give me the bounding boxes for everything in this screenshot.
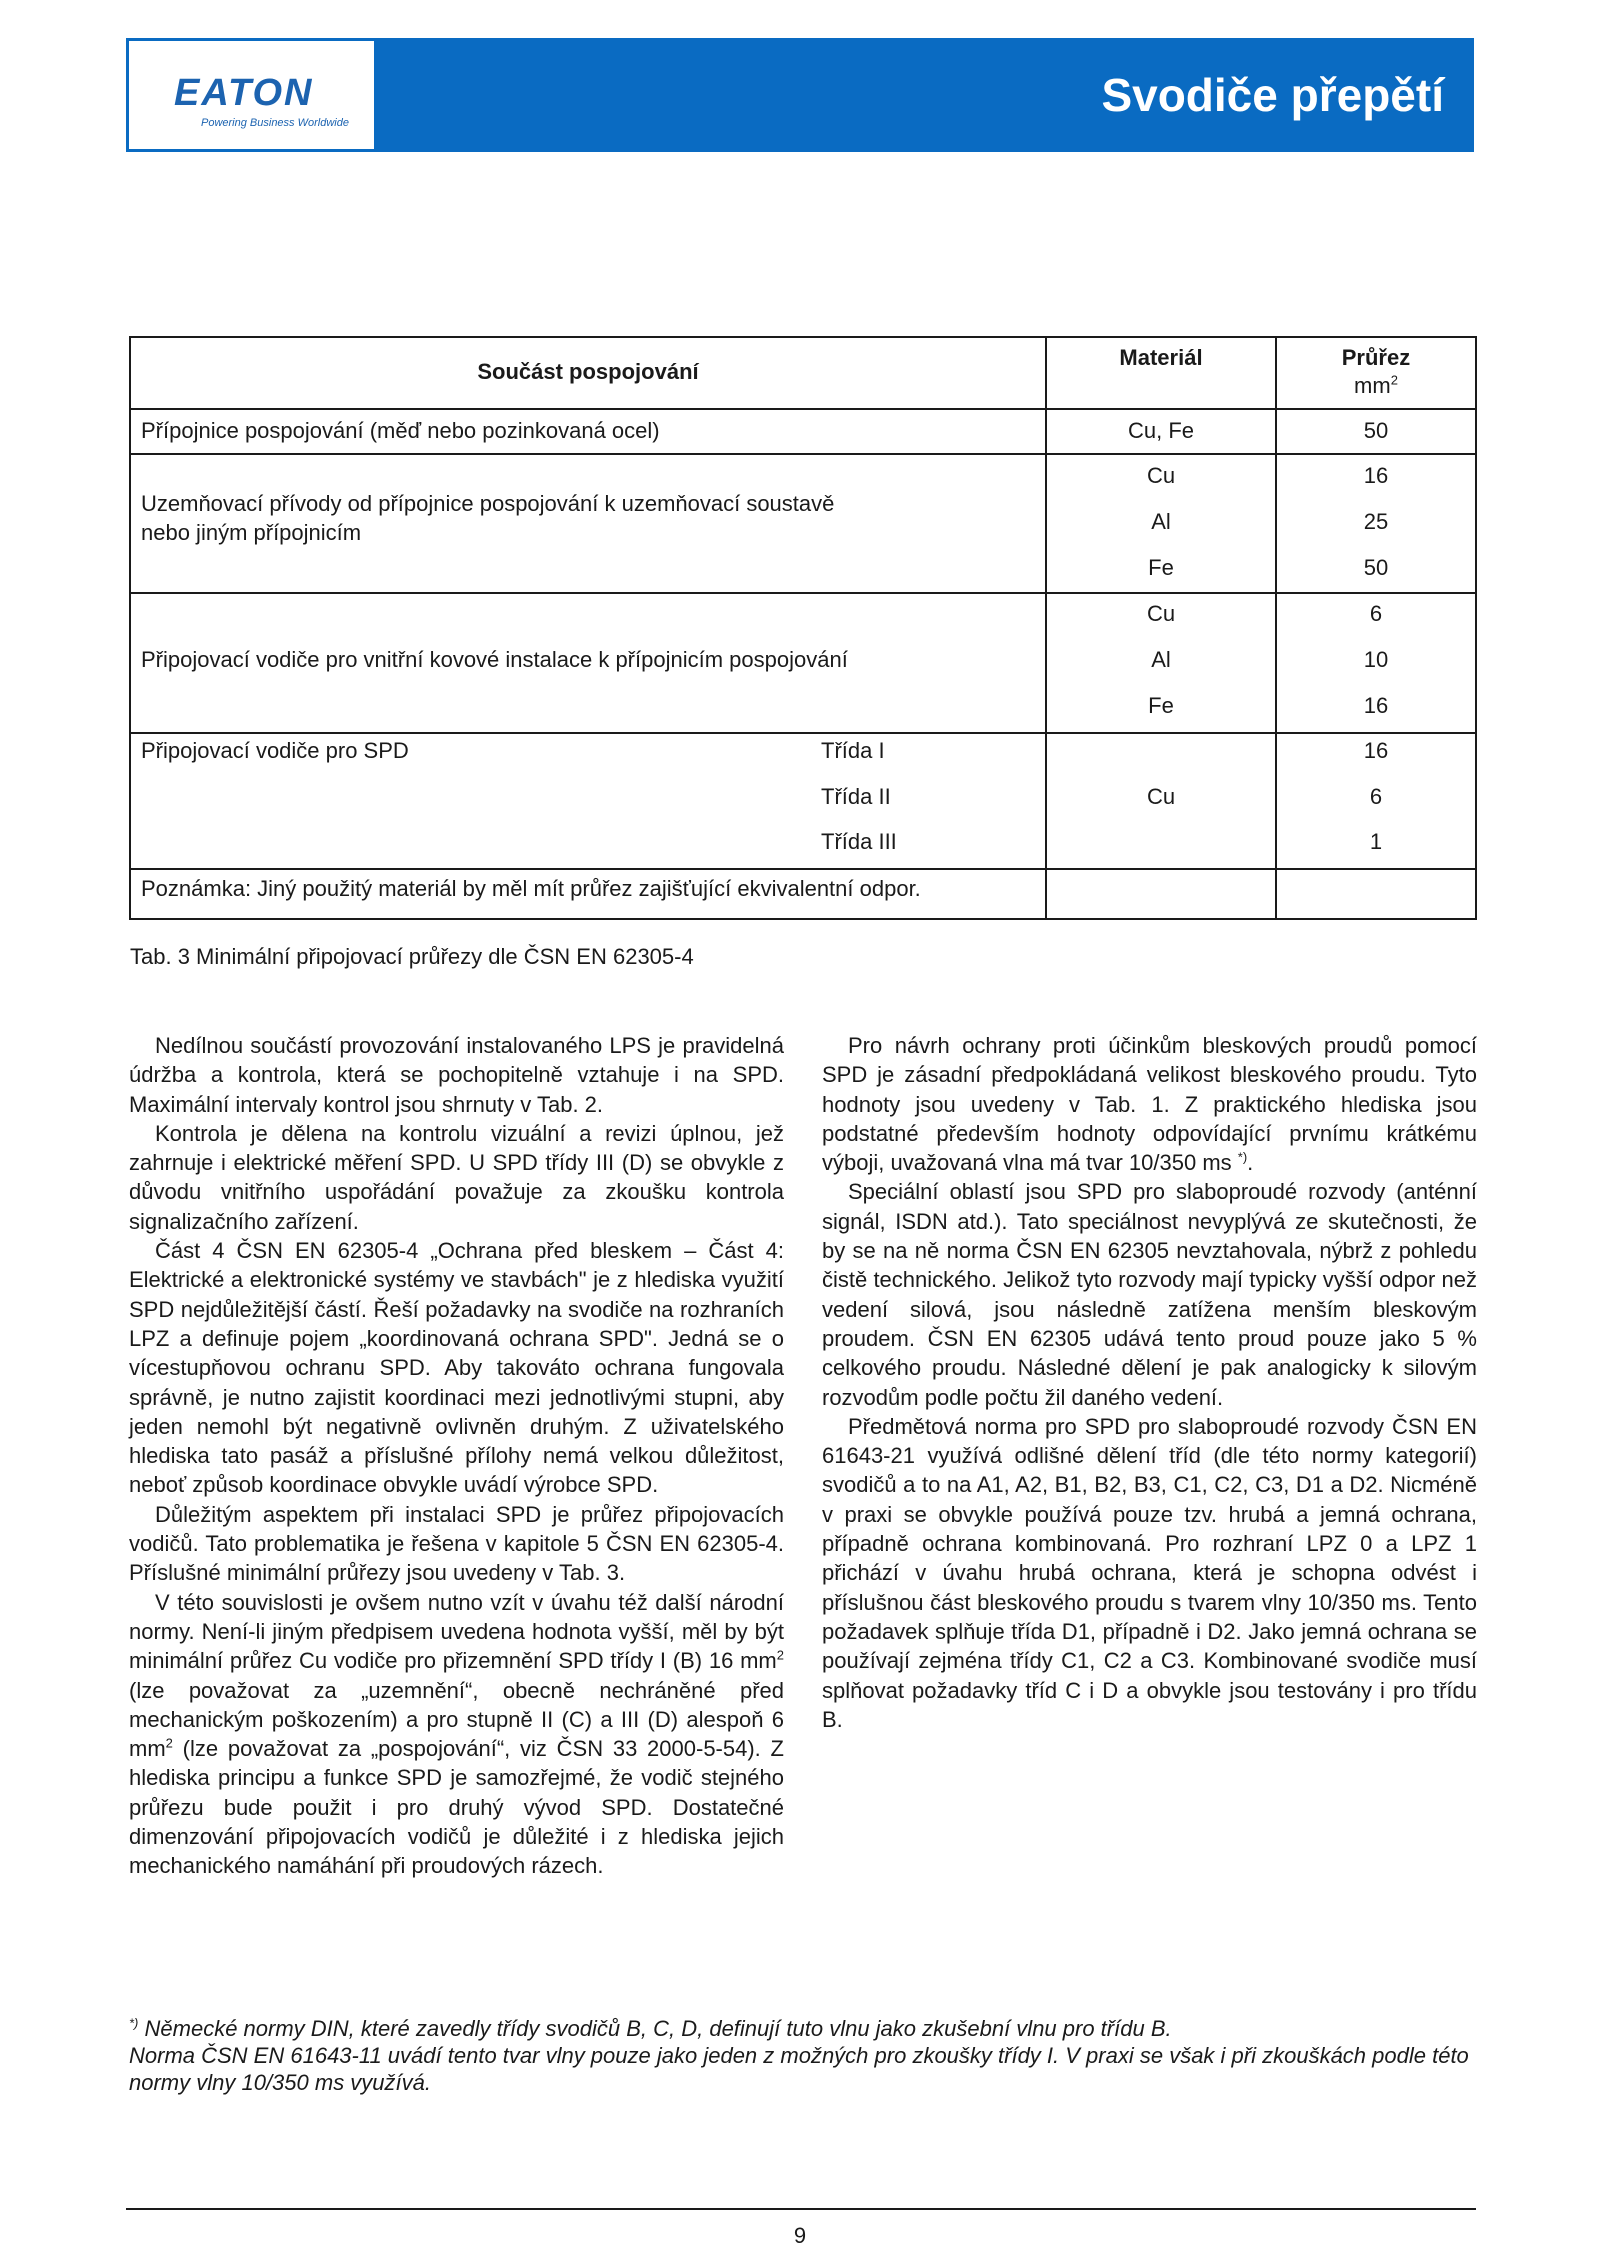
page-title: Svodiče přepětí [1101,69,1444,121]
right-column [822,1031,1477,1734]
row1-material: Cu, Fe [1127,418,1195,443]
paragraph: Speciální oblastí jsou SPD pro slaboproudé rozvody (anténní signál, ISDN atd.). Tato speciálnost nevyplývá ze skutečnosti, že by se na ně norma ČSN EN 62305 nevztahovala, nýbrž z pohledu čistě technického. Jelikož tyto rozvody mají typicky vyšší odpor než vedení silová, jsou následně zatížena menším bleskovým proudem. ČSN EN 62305 udává tento proud pouze jako 5 % celkového proudu. Následné dělení je pak analogicky k silovým rozvodům podle počtu žil daného vedení. [822,1179,1477,1410]
paragraph: V této souvislosti je ovšem nutno vzít v úvahu též další národní normy. Není-li jiným předpisem uvedena hodnota vyšší, měl by být minimální průřez Cu vodiče pro přizemnění SPD třídy I (B) 16 $mm^2$ (lze považovat za „uzemnění“, obecně nechráněné před mechanickým poškozením) a pro stupně II (C) a III (D) alespoň 6 $mm^2$ (lze považovat za „pospojování“, viz ČSN 33 2000-5-54). Z hlediska principu a funkce SPD je samozřejmé, že vodič stejného průřezu bude použit i pro druhý vývod SPD. Dostatečné dimenzování připojovacích vodičů je důležité i z hlediska jejich mechanického namáhání při proudových rázech. [129,1589,784,1879]
eaton-logo [129,41,374,149]
paragraph: Předmětová norma pro SPD pro slaboproudé rozvody ČSN EN 61643-21 využívá odlišné dělení tříd (dle této normy kategorií) svodičů a to na A1, A2, B1, B2, B3, C1, C2, C3, D1 a D2. Nicméně v praxi se obvykle používá pouze tzv. hrubá a jemná ochrana, případně ochrana kombinovaná. Pro rozhraní LPZ 0 a LPZ 1 přichází v úvahu hrubá ochrana, která je schopna odvést i příslušnou část bleskového proudu s tvarem vlny 10/350 ms. Tento požadavek splňuje třída D1, případně i D2. Jako jemná ochrana se používají zejména třídy C1, C2 a C3. Kombinované svodiče musí splňovat požadavky tříd C i D a obvykle jsou testovány i pro třídu B. [822,1413,1477,1732]
header-component: Součást pospojování [477,359,699,384]
header-cross-section: Průřez [1341,345,1411,370]
row3-material: Fe [1148,693,1174,718]
paragraph: Část 4 ČSN EN 62305-4 „Ochrana před bleskem – Část 4: Elektrické a elektronické systémy ve stavbách" je z hlediska využití SPD nejdůležitější částí. Řeší požadavky na svodiče na rozhraních LPZ a definuje pojem „koordinovaná ochrana SPD". Jedná se o vícestupňovou ochranu SPD. Aby takováto ochrana fungovala správně, je nutno zajistit koordinaci mezi jednotlivými stupni, aby jeden nemohl být negativně ovlivněn druhým. Z uživatelského hlediska tato pasáž a příslušné přílohy nemá velkou důležitost, neboť způsob koordinace obvykle uvádí výrobce SPD. [129,1238,784,1498]
row4-label: Připojovací vodiče pro SPD [141,738,409,763]
paragraph: Nedílnou součástí provozování instalovaného LPS je pravidelná údržba a kontrola, která se pochopitelně vztahuje i na SPD. Maximální intervaly kontrol jsou shrnuty v Tab. 2. [129,1033,784,1117]
row2-value: 25 [1363,509,1389,534]
row3-label: Připojovací vodiče pro vnitřní kovové instalace k přípojnicím pospojování [141,647,848,672]
row4-class: Třída I [821,738,885,763]
footer-rule [126,2208,1476,2210]
logo-tagline: Powering Business Worldwide [201,117,349,129]
left-column [129,1031,784,1881]
row4-material: Cu [1146,784,1176,809]
row2-label: nebo jiným přípojnicím [141,520,362,545]
table-divider [131,408,1475,410]
logo-wordmark: EATON [174,72,314,114]
footnote [129,2015,1479,2096]
table-divider [131,592,1475,594]
row3-value: 16 [1363,693,1389,718]
page-number: 9 [793,2223,807,2248]
row4-class: Třída III [821,829,897,854]
row3-value: 10 [1363,647,1389,672]
row2-material: Al [1151,509,1171,534]
row2-material: Fe [1148,555,1174,580]
header-material: Materiál [1119,345,1203,370]
row4-value: 6 [1369,784,1383,809]
footnote-line: *) Německé normy DIN, které zavedly třídy svodičů B, C, D, definují tuto vlnu jako zkušební vlnu pro třídu B. [129,2015,1172,2041]
row4-value: 16 [1363,738,1389,763]
row4-class: Třída II [821,784,891,809]
row2-material: Cu [1146,463,1176,488]
row1-value: 50 [1363,418,1389,443]
table-divider [131,453,1475,455]
table-divider [131,868,1475,870]
row3-material: Al [1151,647,1171,672]
row4-value: 1 [1369,829,1383,854]
header-banner [126,38,1474,152]
row2-value: 16 [1363,463,1389,488]
paragraph: Pro návrh ochrany proti účinkům bleskových proudů pomocí SPD je zásadní předpokládaná velikost bleskového proudu. Tyto hodnoty jsou uvedeny v Tab. 1. Z praktického hlediska jsou podstatné především hodnoty odpovídající prvnímu krátkému výboji, uvažovaná vlna má tvar 10/350 ms *). [822,1033,1477,1176]
table-divider [131,732,1475,734]
row3-material: Cu [1146,601,1176,626]
row2-value: 50 [1363,555,1389,580]
footnote-line: Norma ČSN EN 61643-11 uvádí tento tvar vlny pouze jako jeden z možných pro zkoušky třídy I. V praxi se však i při zkouškách podle této normy vlny 10/350 ms využívá. [129,2043,1469,2095]
table-note: Poznámka: Jiný použitý materiál by měl mít průřez zajišťující ekvivalentní odpor. [141,876,921,901]
paragraph: Důležitým aspektem při instalaci SPD je průřez připojovacích vodičů. Tato problematika je řešena v kapitole 5 ČSN EN 62305-4. Příslušné minimální průřezy jsou uvedeny v Tab. 3. [129,1501,784,1586]
paragraph: Kontrola je dělena na kontrolu vizuální a revizi úplnou, jež zahrnuje i elektrické měření SPD. U SPD třídy III (D) se obvykle z důvodu vnitřního uspořádání považuje za zkoušku kontrola signalizačního zařízení. [129,1120,784,1234]
cross-section-table [129,336,1477,920]
row2-label: Uzemňovací přívody od přípojnice pospojování k uzemňovací soustavě [141,491,835,516]
row1-label: Přípojnice pospojování (měď nebo pozinkovaná ocel) [141,418,660,443]
row3-value: 6 [1369,601,1383,626]
header-unit: $mm^2$ [1354,372,1398,398]
table-caption: Tab. 3 Minimální připojovací průřezy dle ČSN EN 62305-4 [130,944,694,969]
